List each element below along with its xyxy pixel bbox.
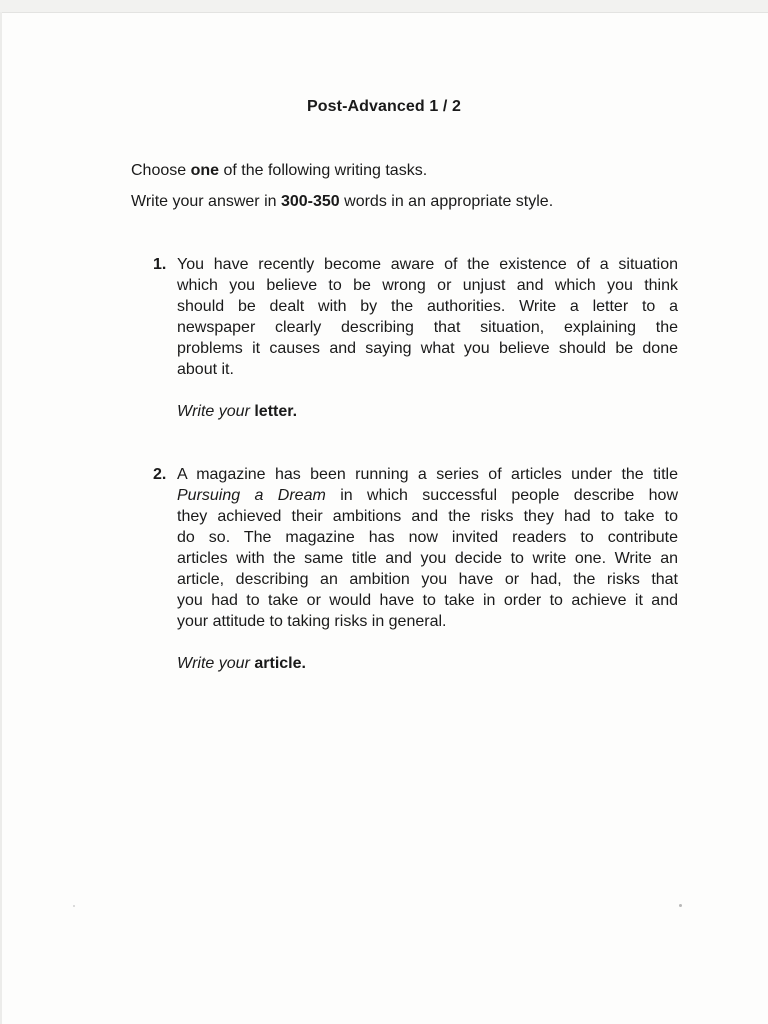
task-number: 1. <box>153 256 167 273</box>
task-line: article, describing an ambition you have or had, the risks that <box>177 571 678 588</box>
article-series-title: Pursuing a Dream <box>177 487 326 504</box>
scan-speck <box>73 905 75 907</box>
task-line: should be dealt with by the authorities. Write a letter to a <box>177 298 678 315</box>
task-body <box>177 464 678 632</box>
task-line: about it. <box>177 361 234 378</box>
scan-left-edge <box>0 12 2 1024</box>
task-number: 2. <box>153 466 167 483</box>
intro-line-2 <box>131 192 553 212</box>
intro-text: Choose <box>131 162 191 179</box>
word-count-emphasis: 300-350 <box>280 193 340 210</box>
task-line: your attitude to taking risks in general. <box>177 613 447 630</box>
intro-emphasis: one <box>190 162 220 179</box>
page-title: Post-Advanced 1 / 2 <box>307 98 461 115</box>
text-type: article. <box>254 655 306 672</box>
intro-text: of the following writing tasks. <box>219 162 428 179</box>
scan-top-edge <box>0 0 768 13</box>
task-line-text: in which successful people describe how <box>325 487 678 504</box>
task-line: they achieved their ambitions and the risks they had to take to <box>177 508 678 525</box>
intro-text: words in an appropriate style. <box>339 193 554 210</box>
intro-text: Write your answer in <box>131 193 281 210</box>
task-line: do so. The magazine has now invited readers to contribute <box>177 529 678 546</box>
task-line: A magazine has been running a series of articles under the title <box>177 466 678 483</box>
instruction-text: Write your <box>177 403 250 420</box>
instruction-text: Write your <box>177 655 250 672</box>
task-2-instruction <box>177 653 306 674</box>
task-line: problems it causes and saying what you believe should be done <box>177 340 678 357</box>
text-type: letter. <box>254 403 298 420</box>
task-line: newspaper clearly describing that situation, explaining the <box>177 319 678 336</box>
scan-speck <box>679 904 682 907</box>
intro-line-1 <box>131 161 427 181</box>
task-line: which you believe to be wrong or unjust and which you think <box>177 277 678 294</box>
task-line: You have recently become aware of the existence of a situation <box>177 256 678 273</box>
task-line <box>177 485 678 506</box>
task-body <box>177 254 678 380</box>
task-1-instruction <box>177 401 297 422</box>
task-line: you had to take or would have to take in order to achieve it and <box>177 592 678 609</box>
task-line: articles with the same title and you decide to write one. Write an <box>177 550 678 567</box>
